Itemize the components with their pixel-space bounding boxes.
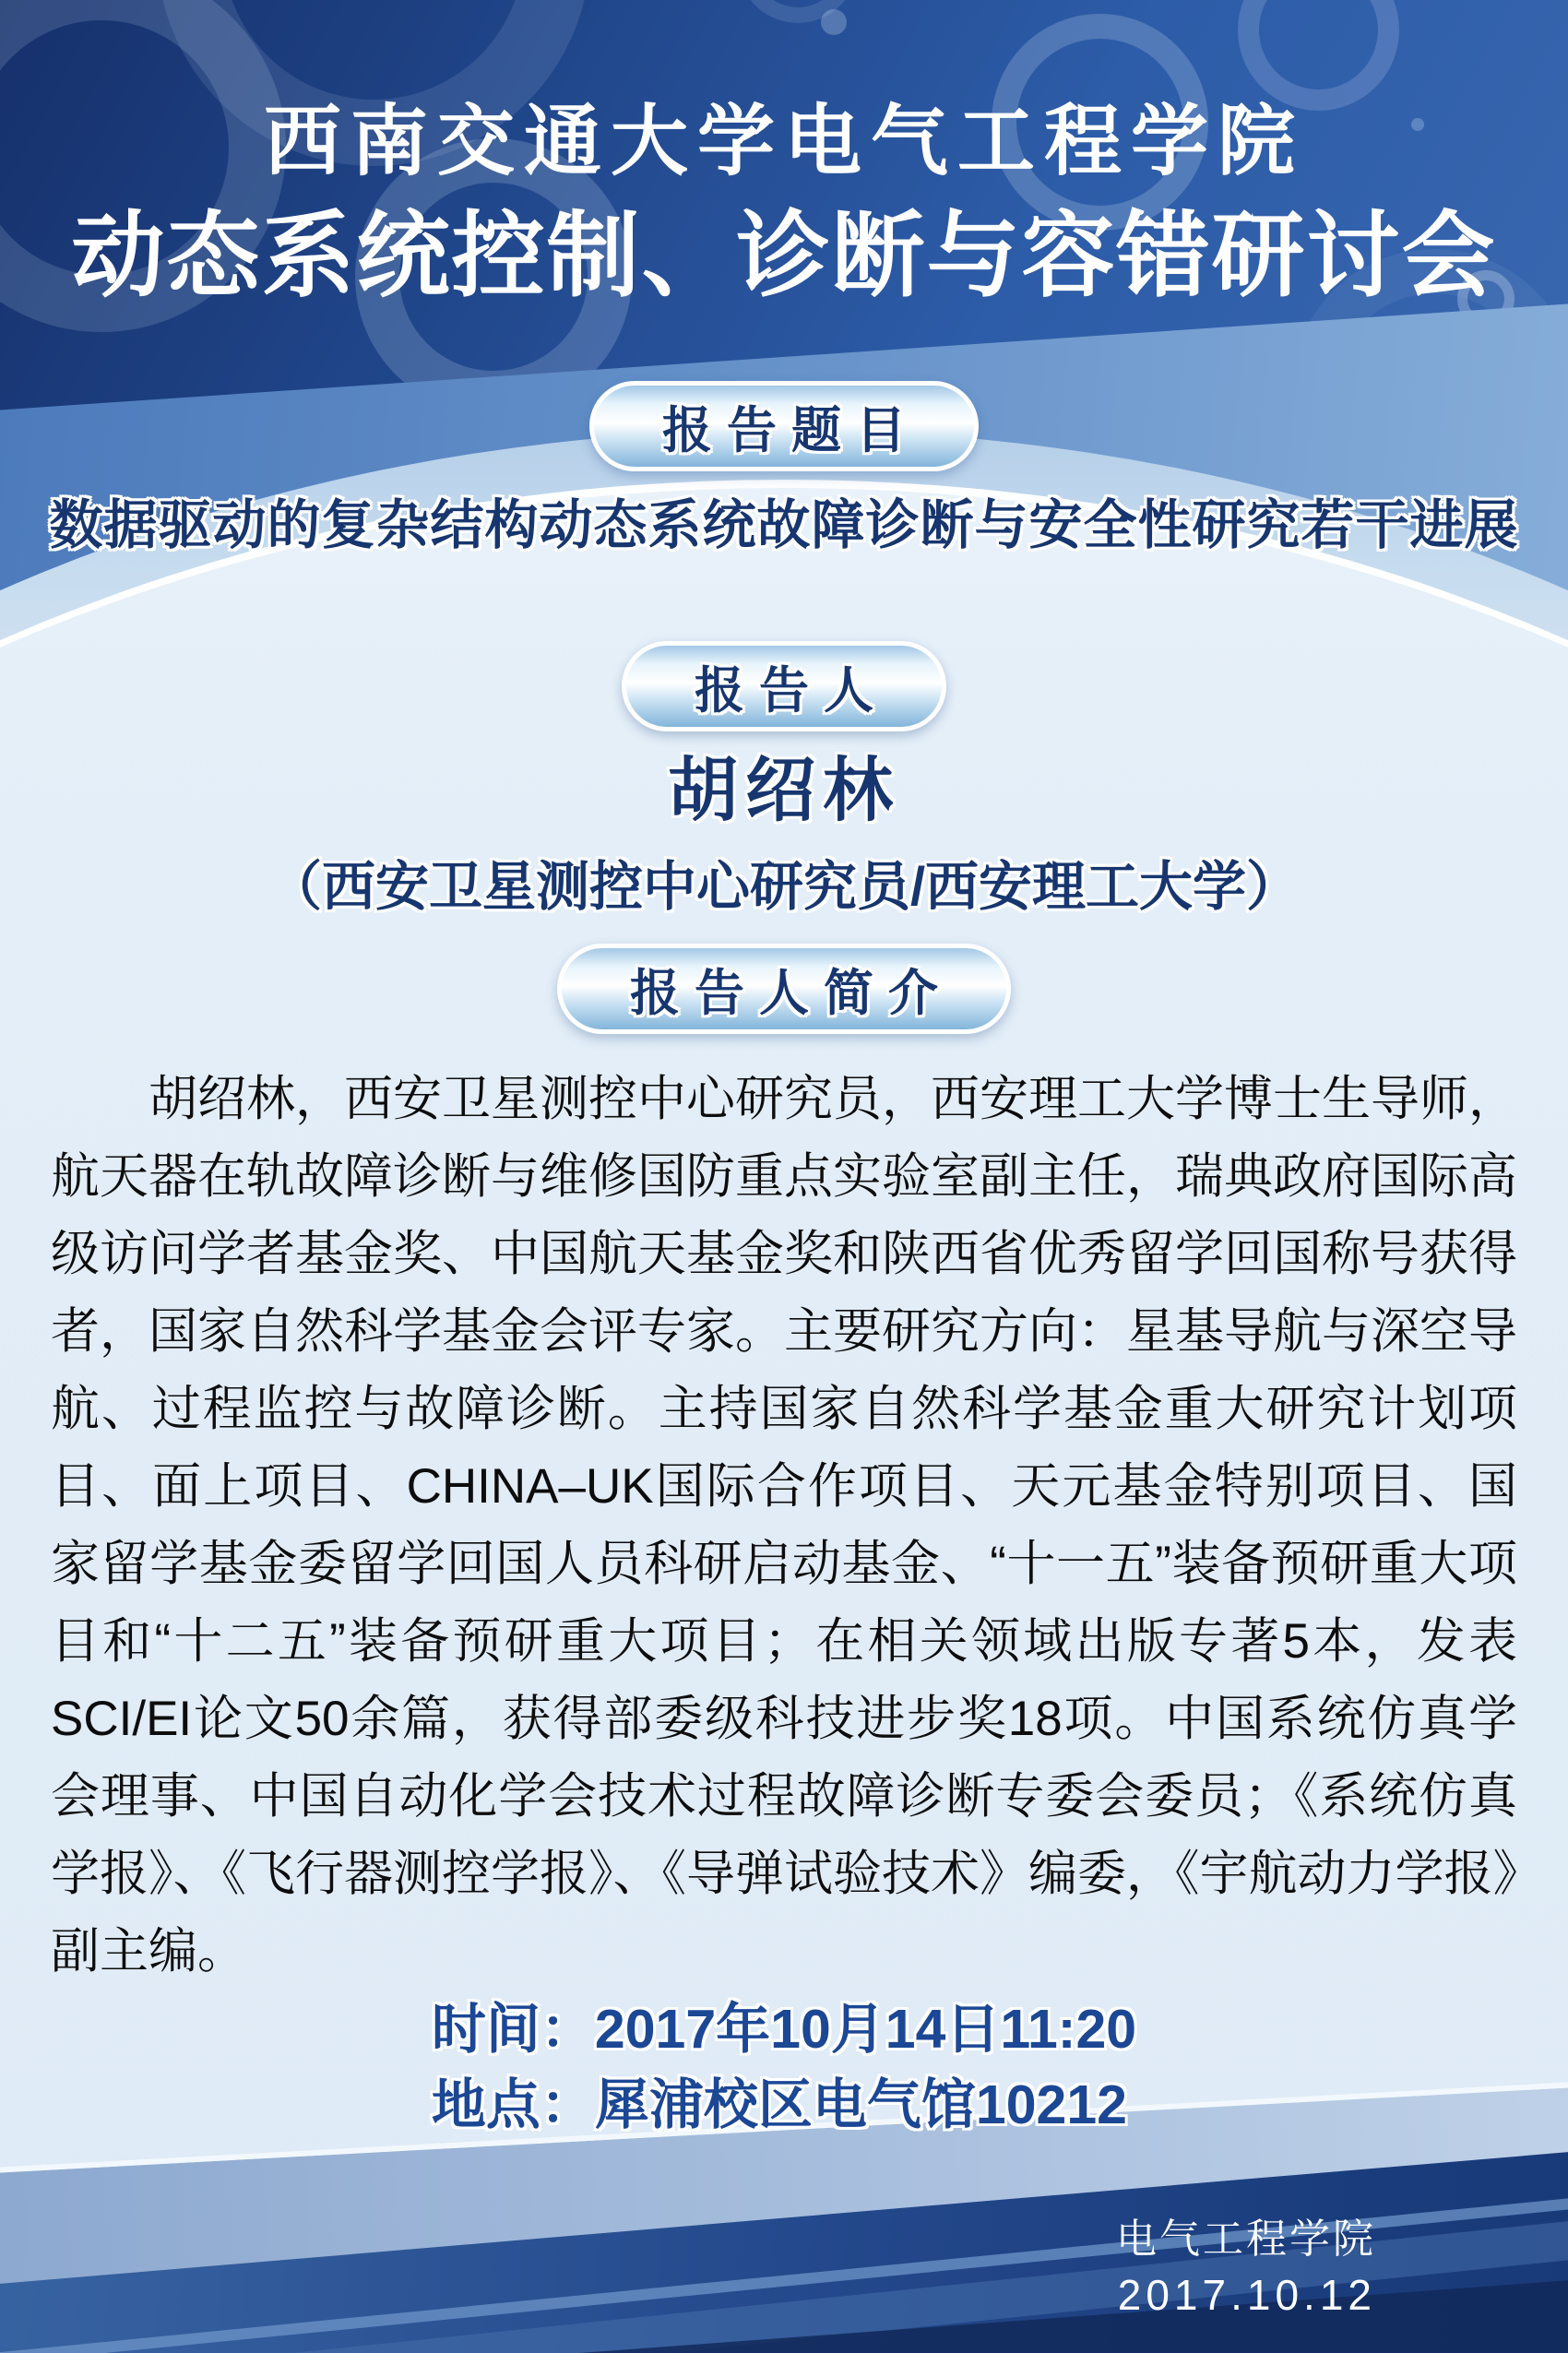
speaker-badge-label: 报告人 <box>695 662 888 719</box>
place-value: 犀浦校区电气馆10212 <box>594 2074 1127 2135</box>
topic-badge-label: 报告题目 <box>662 402 921 458</box>
speaker-name: 胡绍林 <box>668 752 900 830</box>
bio-badge-label: 报告人简介 <box>630 965 953 1021</box>
speaker-bio-paragraph: 胡绍林，西安卫星测控中心研究员，西安理工大学博士生导师，航天器在轨故障诊断与维修国防重点实验室副主任，瑞典政府国际高级访问学者基金奖、中国航天基金奖和陕西省优秀留学回国称号获得者，国家自然科学基金会评专家。主要研究方向：星基导航与深空导航、过程监控与故障诊断。主持国家自然科学基金重大研究计划项目、面上项目、CHINA–UK国际合作项目、天元基金特别项目、国家留学基金委留学回国人员科研启动基金、“十一五”装备预研重大项目和“十二五”装备预研重大项目；在相关领域出版专著5本，发表SCI/EI论文50余篇，获得部委级科技进步奖18项。中国系统仿真学会理事、中国自动化学会技术过程故障诊断专委会委员；《系统仿真学报》、《飞行器测控学报》、《导弹试验技术》编委，《宇航动力学报》副主编。 <box>51 1072 1517 1979</box>
time-value: 2017年10月14日11:20 <box>594 1999 1137 2060</box>
footer-date: 2017.10.12 <box>1117 2271 1376 2319</box>
topic-badge <box>589 381 979 471</box>
header-title-line1: 西南交通大学电气工程学院 <box>263 98 1304 184</box>
header-title-line2: 动态系统控制、诊断与容错研讨会 <box>71 205 1497 308</box>
speaker-badge <box>622 641 946 731</box>
footer-org: 电气工程学院 <box>1116 2216 1376 2262</box>
place-label: 地点： <box>431 2074 595 2135</box>
schedule-place-line <box>432 2070 1136 2140</box>
speaker-affiliation: （西安卫星测控中心研究员/西安理工大学） <box>267 857 1301 917</box>
topic-title: 数据驱动的复杂结构动态系统故障诊断与安全性研究若干进展 <box>49 495 1519 555</box>
schedule-block <box>0 1994 1568 2145</box>
footer-signature <box>1116 2214 1376 2321</box>
schedule-time-line <box>432 1994 1136 2064</box>
time-label: 时间： <box>431 1999 595 2060</box>
bio-badge <box>557 944 1011 1034</box>
